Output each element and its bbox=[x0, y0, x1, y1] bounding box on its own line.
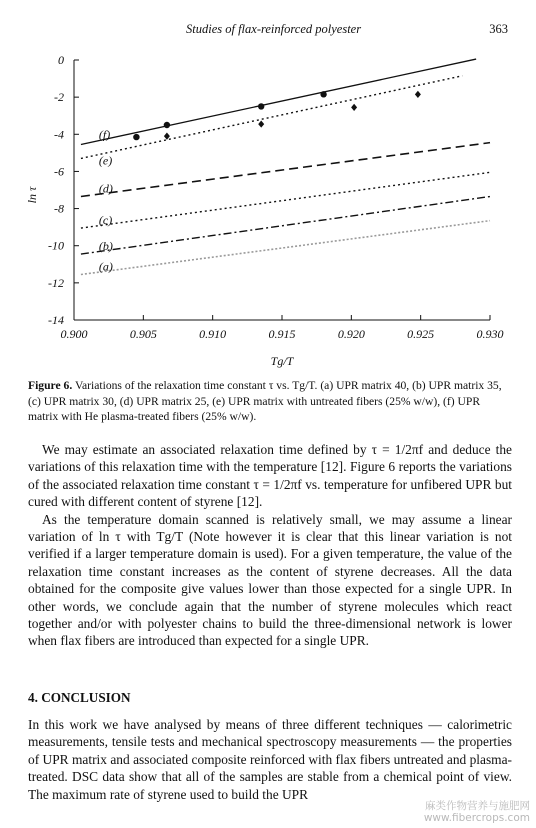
x-tick-label: 0.910 bbox=[199, 327, 227, 341]
series-label: (d) bbox=[98, 181, 113, 196]
y-tick-label: -4 bbox=[54, 127, 64, 142]
conclusion-paragraph: In this work we have analysed by means of three different techniques — calorimetric measurements, tensile tests and mechanical spectroscopy measurements — the properties of UPR matrix and associated composite reinforced with flax fibers untreated and plasma-treated. DSC data show that all of the samples are stable from a chemical point of view. The maximum rate of styrene used to build the UPR bbox=[28, 717, 512, 802]
x-tick-label: 0.930 bbox=[476, 327, 504, 341]
conclusion-text-block bbox=[28, 716, 512, 803]
series-line-e bbox=[81, 76, 462, 159]
series-label: (f) bbox=[98, 127, 111, 142]
figure-caption bbox=[28, 378, 512, 425]
y-tick-label: -2 bbox=[54, 90, 64, 105]
data-point-circle bbox=[133, 134, 139, 140]
watermark-line-1: 麻类作物营养与施肥网 bbox=[425, 800, 530, 812]
running-title: Studies of flax-reinforced polyester bbox=[186, 22, 362, 36]
data-point-circle bbox=[164, 122, 170, 128]
y-tick-label: -12 bbox=[48, 275, 64, 290]
series-label: (b) bbox=[98, 239, 113, 254]
data-point-circle bbox=[258, 103, 264, 109]
y-tick-label: -10 bbox=[48, 238, 64, 253]
watermark bbox=[424, 800, 530, 824]
series-label: (c) bbox=[98, 213, 113, 228]
watermark-line-2: www.fibercrops.com bbox=[423, 812, 530, 824]
paragraph-2: As the temperature domain scanned is relatively small, we may assume a linear variation of ln τ with Tg/T (Note however it is clear that this linear variation is not verified if a larger temperature domain is used). For a given temperature, the value of the relaxation time constant increases as the content of styrene decreases. All the data obtained for the composite give values lower than those expected for a single UPR. In other words, we conclude again that the number of styrene molecules which react together and/or with polyester chains to build the three-dimensional network is lower when flax fibers are introduced than expected for a single UPR. bbox=[28, 511, 512, 649]
y-tick-label: -6 bbox=[54, 164, 64, 179]
data-point-diamond bbox=[351, 104, 357, 111]
series-line-f bbox=[81, 59, 476, 144]
page-header bbox=[0, 22, 536, 42]
section-heading: 4. CONCLUSION bbox=[28, 690, 131, 705]
x-tick-label: 0.920 bbox=[337, 327, 365, 341]
x-axis-label: Tg/T bbox=[270, 354, 294, 368]
data-point-diamond bbox=[258, 120, 264, 127]
series-label: (a) bbox=[98, 259, 113, 274]
series-line-d bbox=[81, 143, 490, 197]
y-tick-label: -8 bbox=[54, 201, 64, 216]
figure-caption-text: Variations of the relaxation time constant τ vs. Tg/T. (a) UPR matrix 40, (b) UPR matrix 35, (c) UPR matrix 30, (d) UPR matrix 25, (e) UPR matrix with untreated fibers (25% w/w), (f) UPR matrix with He plasma-treated fibers (25% w/w). bbox=[28, 379, 502, 423]
data-point-diamond bbox=[415, 91, 421, 98]
paragraph-1: We may estimate an associated relaxation time defined by τ = 1/2πf and deduce the variations of this relaxation time with the temperature [12]. Figure 6 reports the variations of the associated relaxation time constant τ = 1/2πf vs. temperature for unfibered UPR but cured with different content of styrene [12]. bbox=[28, 442, 512, 510]
series-label: (e) bbox=[98, 153, 113, 168]
y-axis-label: ln τ bbox=[25, 186, 39, 204]
series-line-b bbox=[81, 197, 490, 255]
y-tick-label: -14 bbox=[48, 313, 64, 327]
body-paragraphs bbox=[28, 441, 512, 650]
x-tick-label: 0.905 bbox=[129, 327, 157, 341]
figure-label: Figure 6. bbox=[28, 379, 73, 392]
x-tick-label: 0.900 bbox=[60, 327, 88, 341]
page-number: 363 bbox=[489, 22, 508, 36]
series-line-a bbox=[81, 221, 490, 275]
series-line-c bbox=[81, 172, 490, 228]
relaxation-time-chart bbox=[0, 40, 536, 376]
x-tick-label: 0.915 bbox=[268, 327, 296, 341]
data-point-circle bbox=[320, 91, 326, 97]
x-tick-label: 0.925 bbox=[407, 327, 435, 341]
y-tick-label: 0 bbox=[58, 53, 64, 67]
